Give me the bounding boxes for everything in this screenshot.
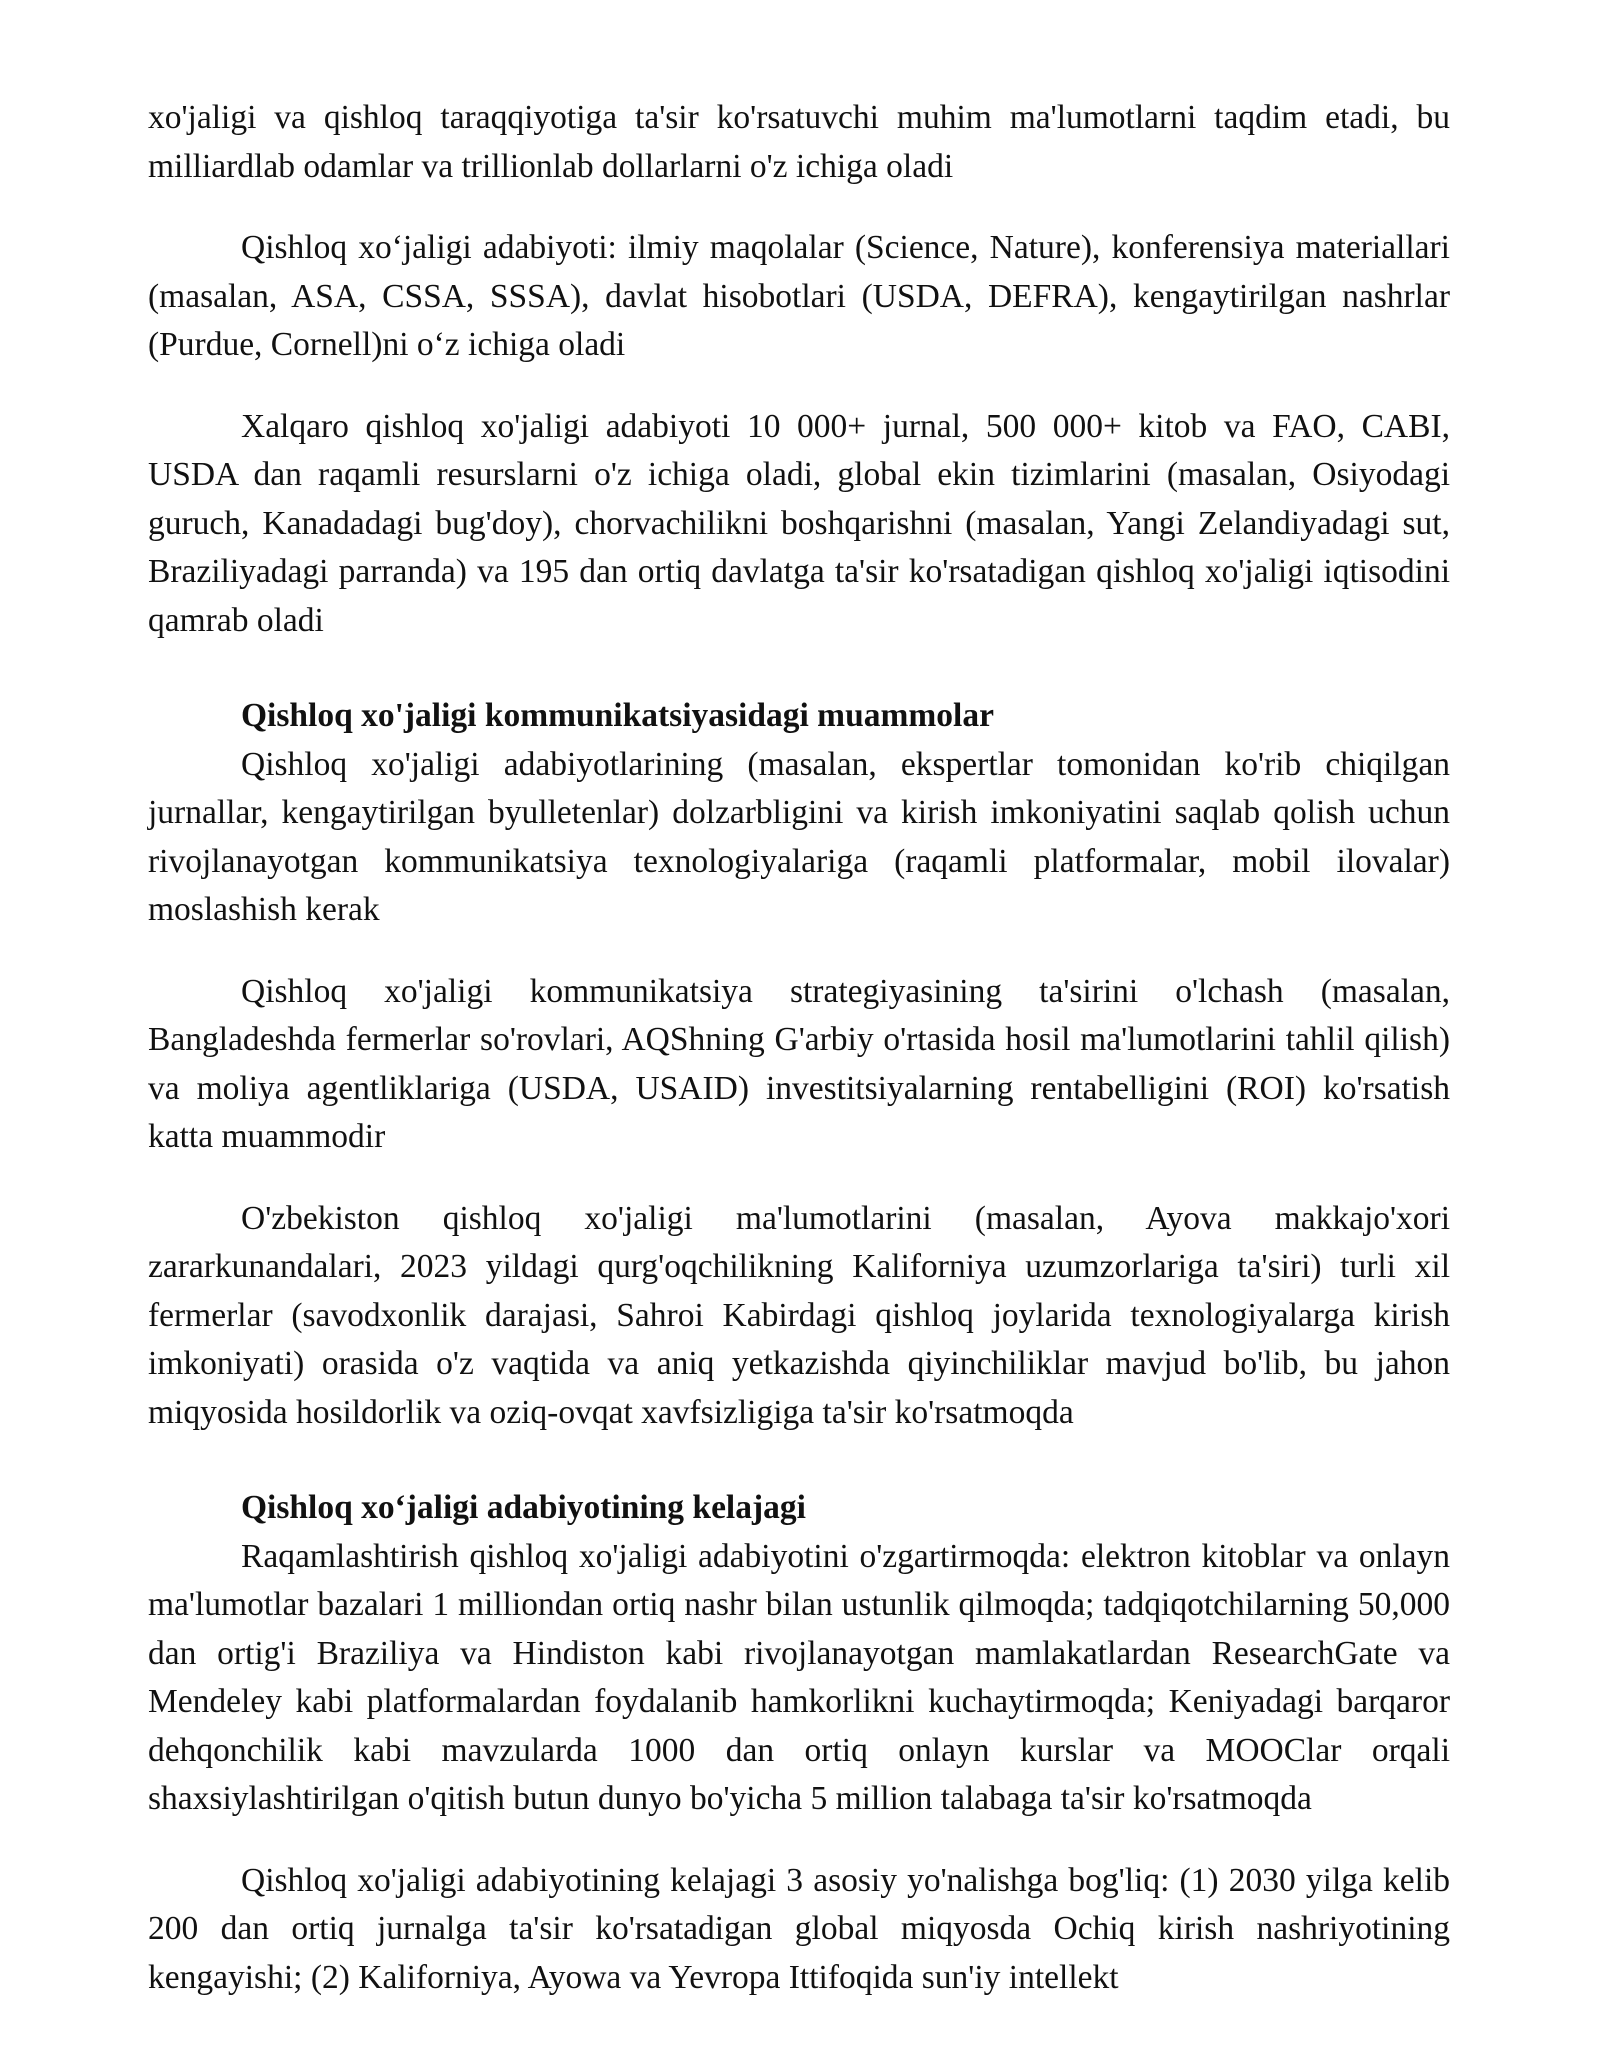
document-page [148,94,1450,2002]
paragraph-data-delivery: O'zbekiston qishloq xo'jaligi ma'lumotlarini (masalan, Ayova makkajo'xori zararkunandalari, 2023 yildagi qurg'oqchilikning Kaliforniya uzumzorlariga ta'siri) turli xil fermerlar (savodxonlik darajasi, Sahroi Kabirdagi qishloq joylarida texnologiyalarga kirish imkoniyati) orasida o'z vaqtida va aniq yetkazishda qiyinchiliklar mavjud bo'lib, bu jahon miqyosida hosildorlik va oziq-ovqat xavfsizligiga ta'sir ko'rsatmoqda [148,1199,1450,1431]
heading-communication-problems: Qishloq xo'jaligi kommunikatsiyasidagi muammolar [241,697,994,734]
heading-future: Qishloq xo‘jaligi adabiyotining kelajagi [241,1489,806,1526]
paragraph-impact-measurement: Qishloq xo'jaligi kommunikatsiya strategiyasining ta'sirini o'lchash (masalan, Bangladeshda fermerlar so'rovlari, AQShning G'arbiy o'rtasida hosil ma'lumotlarini tahlil qilish) va moliya agentliklariga (USDA, USAID) investitsiyalarning rentabelligini (ROI) ko'rsatish katta muammodir [148,972,1450,1155]
paragraph-international-literature: Xalqaro qishloq xo'jaligi adabiyoti 10 000+ jurnal, 500 000+ kitob va FAO, CABI, USDA dan raqamli resurslarni o'z ichiga oladi, global ekin tizimlarini (masalan, Osiyodagi guruch, Kanadadagi bug'doy), chorvachilikni boshqarishni (masalan, Yangi Zelandiyadagi sut, Braziliyadagi parranda) va 195 dan ortiq davlatga ta'sir ko'rsatadigan qishloq xo'jaligi iqtisodini qamrab oladi [148,407,1450,639]
paragraph-adaptation: Qishloq xo'jaligi adabiyotlarining (masalan, ekspertlar tomonidan ko'rib chiqilgan jurnallar, kengaytirilgan byulletenlar) dolzarbligini va kirish imkoniyatini saqlab qolish uchun rivojlanayotgan kommunikatsiya texnologiyalariga (raqamli platformalar, mobil ilovalar) moslashish kerak [148,745,1450,928]
paragraph-literature-types: Qishloq xo‘jaligi adabiyoti: ilmiy maqolalar (Science, Nature), konferensiya materiallari (masalan, ASA, CSSA, SSSA), davlat hisobotlari (USDA, DEFRA), kengaytirilgan nashrlar (Purdue, Cornell)ni o‘z ichiga oladi [148,229,1450,363]
paragraph-digitalization: Raqamlashtirish qishloq xo'jaligi adabiyotini o'zgartirmoqda: elektron kitoblar va onlayn ma'lumotlar bazalari 1 milliondan ortiq nashr bilan ustunlik qilmoqda; tadqiqotchilarning 50,000 dan ortig'i Braziliya va Hindiston kabi rivojlanayotgan mamlakatlardan ResearchGate va Mendeley kabi platformalardan foydalanib hamkorlikni kuchaytirmoqda; Keniyadagi barqaror dehqonchilik kabi mavzularda 1000 dan ortiq onlayn kurslar va MOOClar orqali shaxsiylashtirilgan o'qitish butun dunyo bo'yicha 5 million talabaga ta'sir ko'rsatmoqda [148,1537,1450,1817]
paragraph-continuation: xo'jaligi va qishloq taraqqiyotiga ta'sir ko'rsatuvchi muhim ma'lumotlarni taqdim etadi, bu milliardlab odamlar va trillionlab dollarlarni o'z ichiga oladi [148,99,1450,185]
paragraph-future-directions: Qishloq xo'jaligi adabiyotining kelajagi 3 asosiy yo'nalishga bog'liq: (1) 2030 yilga kelib 200 dan ortiq jurnalga ta'sir ko'rsatadigan global miqyosda Ochiq kirish nashriyotining kengayishi; (2) Kaliforniya, Ayowa va Yevropa Ittifoqida sun'iy intellekt [148,1861,1450,1996]
